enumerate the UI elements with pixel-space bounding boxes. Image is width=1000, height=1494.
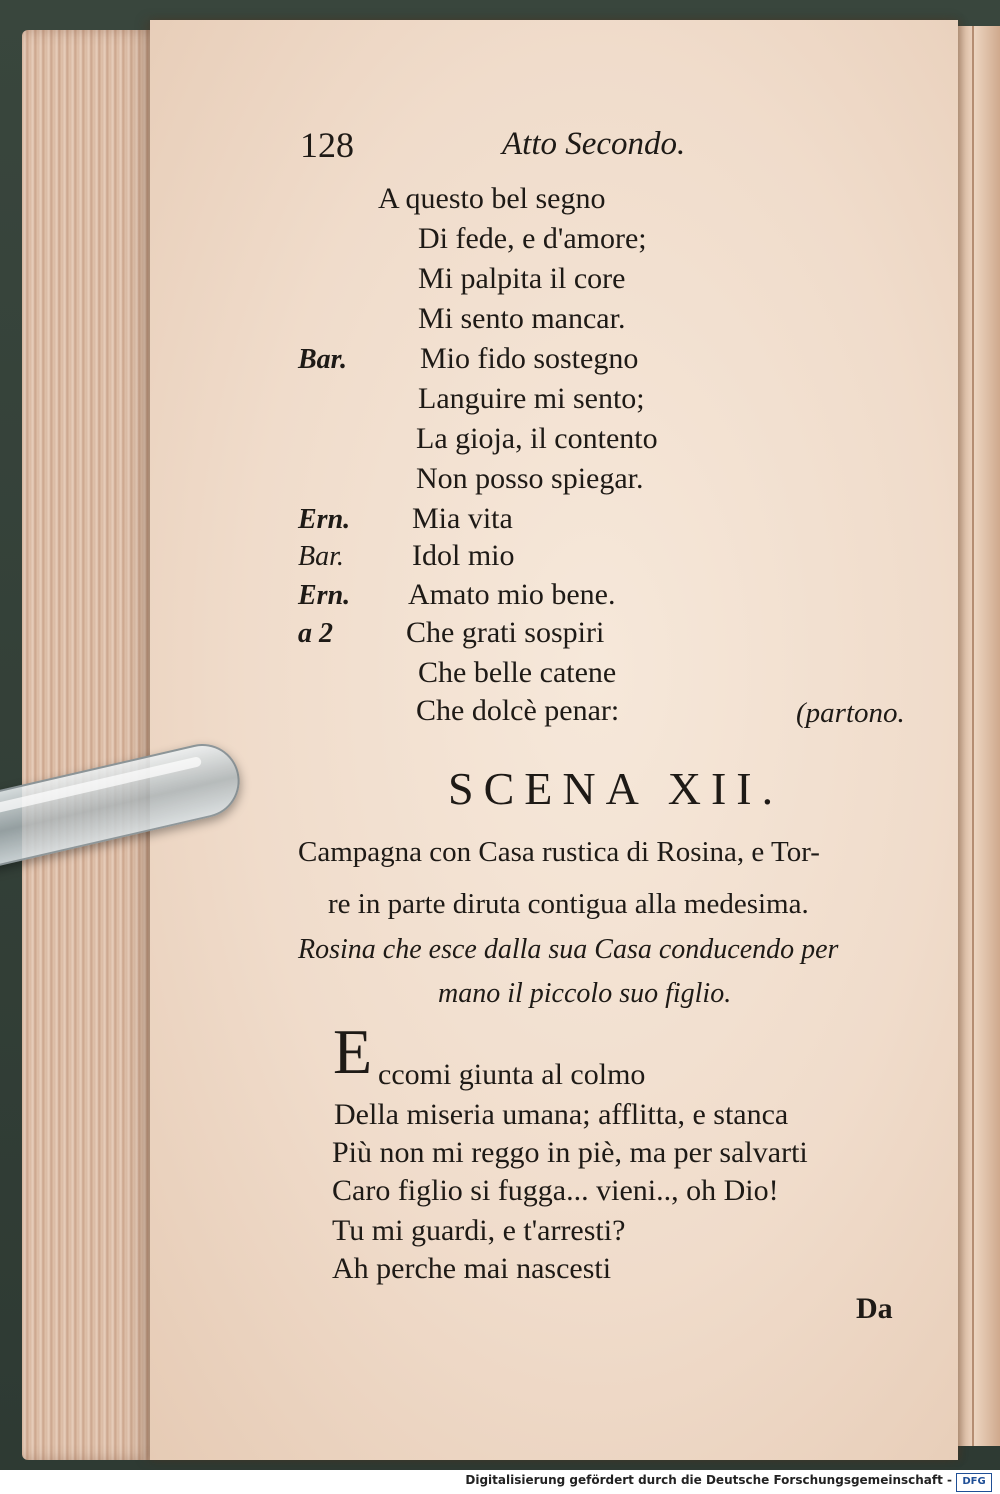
speaker-label: Bar. bbox=[298, 344, 348, 375]
funding-credit: Digitalisierung gefördert durch die Deutsche Forschungsgemeinschaft - bbox=[465, 1473, 952, 1487]
speaker-label: Bar. bbox=[298, 541, 344, 572]
speaker-label: Ern. bbox=[298, 504, 351, 535]
next-page-edge bbox=[958, 26, 1000, 1446]
catchword: Da bbox=[856, 1292, 893, 1325]
speech-line: Tu mi guardi, e t'arresti? bbox=[332, 1214, 626, 1247]
dialogue-line: La gioja, il contento bbox=[416, 422, 658, 455]
dialogue-line: Mia vita bbox=[412, 502, 513, 535]
dialogue-line: Che grati sospiri bbox=[406, 616, 605, 649]
running-title: Atto Secondo. bbox=[502, 126, 686, 162]
speech-line: Ah perche mai nascesti bbox=[332, 1252, 612, 1285]
dialogue-line: Che belle catene bbox=[418, 656, 617, 689]
verse-line: Mi palpita il core bbox=[418, 262, 626, 295]
speech-line: Della miseria umana; afflitta, e stanca bbox=[334, 1098, 789, 1131]
dialogue-line: Mio fido sostegno bbox=[420, 342, 639, 375]
verse-line: A questo bel segno bbox=[378, 182, 606, 215]
speech-line: Caro figlio si fugga... vieni.., oh Dio! bbox=[332, 1174, 779, 1207]
stage-direction-exit: (partono. bbox=[796, 697, 905, 729]
drop-cap: E bbox=[333, 1016, 373, 1087]
dfg-logo: DFG bbox=[956, 1473, 992, 1492]
dialogue-line: Amato mio bene. bbox=[408, 578, 616, 611]
dialogue-line: Che dolcè penar: bbox=[416, 694, 620, 727]
dialogue-line: Languire mi sento; bbox=[418, 382, 645, 415]
speaker-label: a 2 bbox=[298, 618, 333, 649]
footer-bar bbox=[0, 1470, 1000, 1494]
scene-setting: re in parte diruta contigua alla medesima. bbox=[328, 888, 809, 920]
scene-setting: Campagna con Casa rustica di Rosina, e Tor- bbox=[298, 836, 820, 868]
speech-line: Più non mi reggo in piè, ma per salvarti bbox=[332, 1136, 808, 1169]
page-gutter-line bbox=[972, 26, 974, 1446]
speech-line: ccomi giunta al colmo bbox=[378, 1058, 646, 1091]
verse-line: Mi sento mancar. bbox=[418, 302, 626, 335]
dialogue-line: Idol mio bbox=[412, 539, 515, 572]
verse-line: Di fede, e d'amore; bbox=[418, 222, 647, 255]
page-number: 128 bbox=[300, 125, 354, 165]
stage-direction: mano il piccolo suo figlio. bbox=[438, 978, 732, 1009]
speaker-label: Ern. bbox=[298, 580, 351, 611]
dialogue-line: Non posso spiegar. bbox=[416, 462, 644, 495]
stage-direction: Rosina che esce dalla sua Casa conducendo per bbox=[298, 934, 839, 965]
scene-title: SCENA XII. bbox=[448, 763, 784, 814]
